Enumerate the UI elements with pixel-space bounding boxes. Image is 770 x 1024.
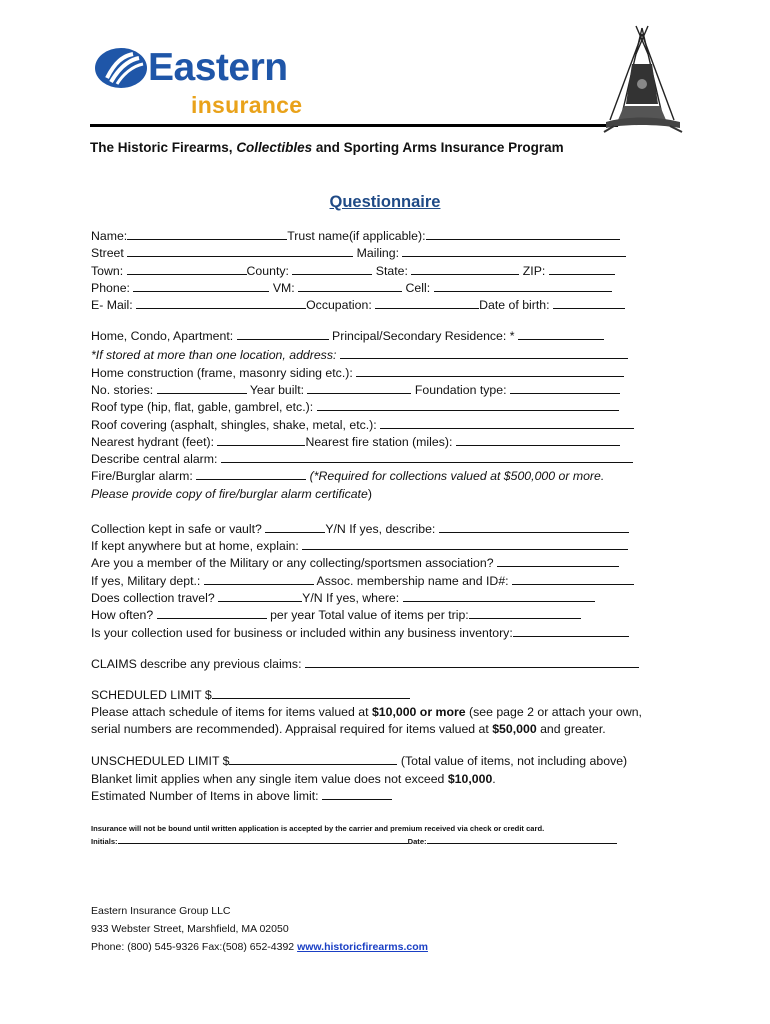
military-field[interactable] <box>497 554 619 567</box>
claims-field[interactable] <box>305 655 639 668</box>
roof-cover-field[interactable] <box>380 416 634 429</box>
vm-field[interactable] <box>298 279 402 292</box>
town-field[interactable] <box>127 262 247 275</box>
foundation-field[interactable] <box>510 381 620 394</box>
unscheduled-limit-field[interactable] <box>229 752 397 765</box>
state-field[interactable] <box>411 262 519 275</box>
stories-row: No. stories: Year built: Foundation type: <box>91 381 620 399</box>
travel-where-field[interactable] <box>403 589 595 602</box>
street-row: Street Mailing: <box>91 244 626 262</box>
business-row: Is your collection used for business or included within any business inventory: <box>91 624 629 642</box>
claims-row: CLAIMS describe any previous claims: <box>91 655 639 673</box>
hydrant-row: Nearest hydrant (feet): Nearest fire station (miles): <box>91 433 620 451</box>
email-field[interactable] <box>136 296 306 309</box>
alarm-field[interactable] <box>196 467 306 480</box>
safe-field[interactable] <box>265 520 325 533</box>
home-field[interactable] <box>237 327 329 340</box>
travel-row: Does collection travel? Y/N If yes, where: <box>91 589 595 607</box>
anywhere-row: If kept anywhere but at home, explain: <box>91 537 628 555</box>
website-link[interactable]: www.historicfirearms.com <box>297 941 428 953</box>
dept-field[interactable] <box>204 572 314 585</box>
footer-address: 933 Webster Street, Marshfield, MA 02050 <box>91 923 289 935</box>
dob-field[interactable] <box>553 296 625 309</box>
appraisal-note-row: serial numbers are recommended). Appraisal required for items valued at $50,000 and greater. <box>91 722 606 736</box>
trip-value-field[interactable] <box>469 606 581 619</box>
anywhere-field[interactable] <box>302 537 628 550</box>
stored-row: *If stored at more than one location, address: <box>91 346 628 364</box>
street-field[interactable] <box>127 244 353 257</box>
roof-cover-row: Roof covering (asphalt, shingles, shake, metal, etc.): <box>91 416 634 434</box>
teepee-emblem-icon <box>596 24 688 134</box>
often-field[interactable] <box>157 606 267 619</box>
safe-row: Collection kept in safe or vault? Y/N If yes, describe: <box>91 520 629 538</box>
initials-field[interactable] <box>118 835 408 844</box>
phone-row: Phone: VM: Cell: <box>91 279 612 297</box>
blanket-row: Blanket limit applies when any single item value does not exceed $10,000. <box>91 772 496 786</box>
stored-address-field[interactable] <box>340 346 628 359</box>
roof-type-field[interactable] <box>317 398 619 411</box>
trust-name-field[interactable] <box>426 227 620 240</box>
safe-describe-field[interactable] <box>439 520 629 533</box>
often-row: How often? per year Total value of items per trip: <box>91 606 581 624</box>
phone-field[interactable] <box>133 279 269 292</box>
estimated-row: Estimated Number of Items in above limit: <box>91 787 392 805</box>
footer-company: Eastern Insurance Group LLC <box>91 905 231 917</box>
hydrant-field[interactable] <box>217 433 305 446</box>
dept-row: If yes, Military dept.: Assoc. membership name and ID#: <box>91 572 634 590</box>
construction-row: Home construction (frame, masonry siding etc.): <box>91 364 624 382</box>
fire-station-field[interactable] <box>456 433 620 446</box>
name-row: Name: Trust name(if applicable): <box>91 227 620 245</box>
estimated-field[interactable] <box>322 787 392 800</box>
occupation-field[interactable] <box>375 296 479 309</box>
scheduled-limit-field[interactable] <box>212 686 410 699</box>
date-field[interactable] <box>427 835 617 844</box>
eastern-logo-icon <box>93 46 149 90</box>
program-title: The Historic Firearms, Collectibles and Sporting Arms Insurance Program <box>90 140 564 155</box>
alarm-note-row: Please provide copy of fire/burglar alarm certificate) <box>91 487 372 501</box>
roof-type-row: Roof type (hip, flat, gable, gambrel, etc.): <box>91 398 619 416</box>
military-row: Are you a member of the Military or any collecting/sportsmen association? <box>91 554 619 572</box>
disclaimer-text: Insurance will not be bound until written application is accepted by the carrier and premium received via check or credit card. <box>91 824 545 833</box>
year-built-field[interactable] <box>307 381 411 394</box>
travel-field[interactable] <box>218 589 302 602</box>
home-row: Home, Condo, Apartment: Principal/Secondary Residence: * <box>91 327 604 345</box>
scheduled-limit-row: SCHEDULED LIMIT $ <box>91 686 410 704</box>
construction-field[interactable] <box>356 364 624 377</box>
stories-field[interactable] <box>157 381 247 394</box>
business-field[interactable] <box>513 624 629 637</box>
county-field[interactable] <box>292 262 372 275</box>
logo-wordmark: Eastern <box>148 46 288 89</box>
residence-field[interactable] <box>518 327 604 340</box>
initials-row: Initials: Date: <box>91 835 617 849</box>
header-divider <box>90 124 618 127</box>
footer-contact: Phone: (800) 545-9326 Fax:(508) 652-4392 www.historicfirearms.com <box>91 941 428 953</box>
alarm-row: Fire/Burglar alarm: (*Required for collections valued at $500,000 or more. <box>91 469 605 483</box>
town-row: Town: County: State: ZIP: <box>91 262 615 280</box>
zip-field[interactable] <box>549 262 615 275</box>
page-title: Questionnaire <box>329 193 441 211</box>
cell-field[interactable] <box>434 279 612 292</box>
name-field[interactable] <box>127 227 287 240</box>
assoc-field[interactable] <box>512 572 634 585</box>
logo-subtitle: insurance <box>191 92 303 118</box>
unscheduled-limit-row: UNSCHEDULED LIMIT $ (Total value of items, not including above) <box>91 754 628 768</box>
central-alarm-row: Describe central alarm: <box>91 450 633 468</box>
email-row: E- Mail: Occupation: Date of birth: <box>91 296 625 314</box>
mailing-field[interactable] <box>402 244 626 257</box>
central-alarm-field[interactable] <box>221 450 633 463</box>
scheduled-note-row: Please attach schedule of items for items valued at $10,000 or more (see page 2 or attach your own, <box>91 705 642 719</box>
